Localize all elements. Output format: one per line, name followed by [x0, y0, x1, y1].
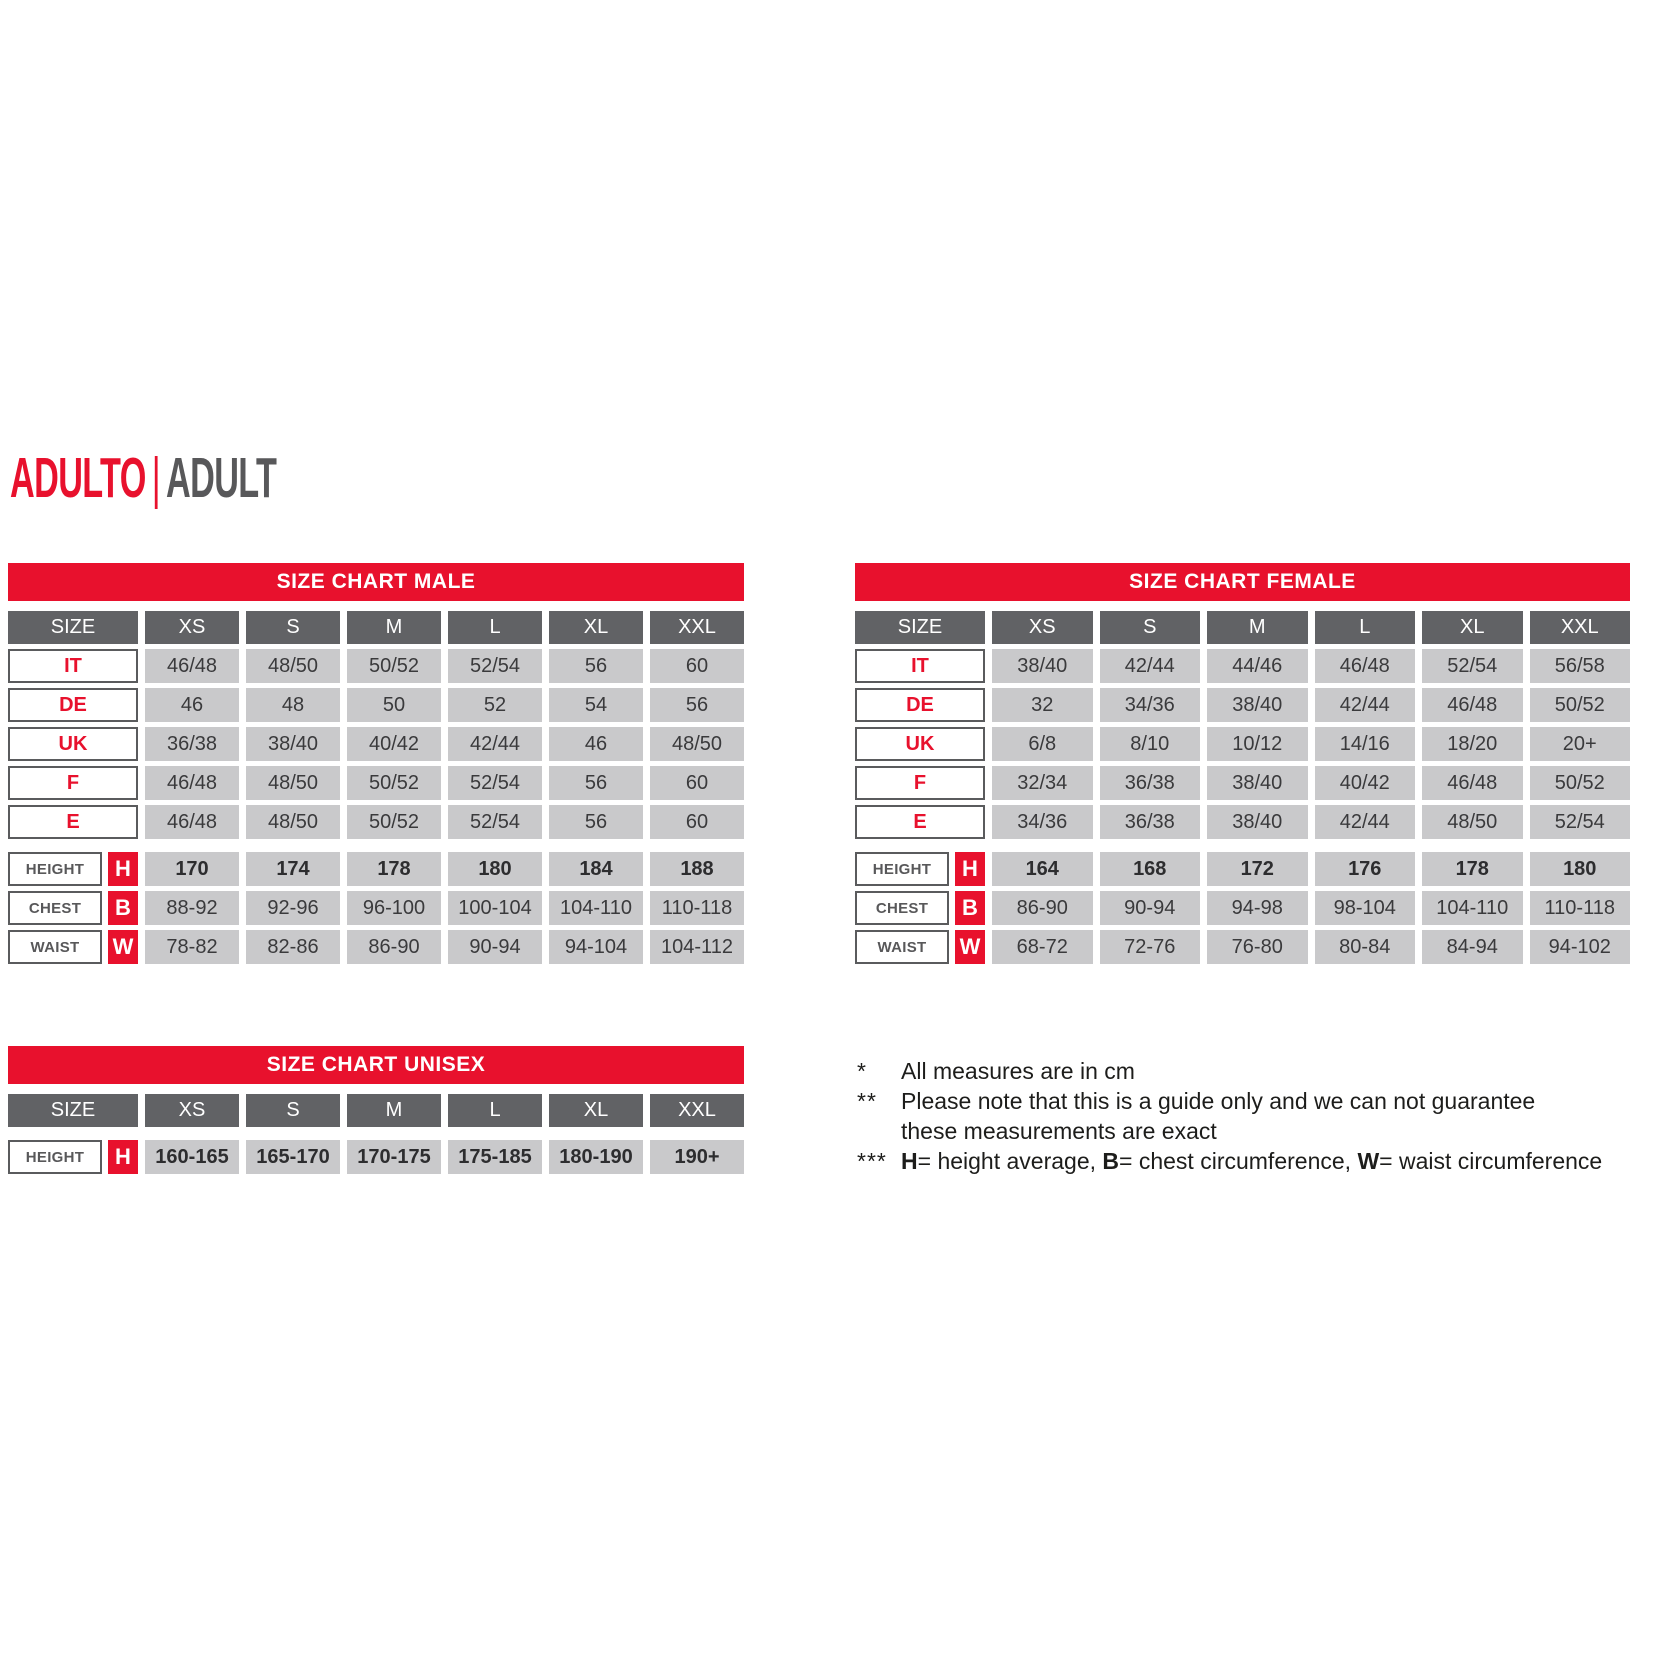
footnote-marker: ***	[857, 1148, 887, 1174]
size-value-cell: 46/48	[145, 805, 239, 839]
measure-value-cell: 180	[1530, 852, 1631, 886]
measure-value-cell: 184	[549, 852, 643, 886]
size-value-cell: 32/34	[992, 766, 1093, 800]
footnote-line: Please note that this is a guide only and we can not guarantee	[901, 1088, 1536, 1114]
size-value-cell: 18/20	[1422, 727, 1523, 761]
measure-value-cell: 94-104	[549, 930, 643, 964]
size-value-cell: 56	[549, 766, 643, 800]
measure-value-cell: 180-190	[549, 1140, 643, 1174]
size-value-cell: 40/42	[347, 727, 441, 761]
measure-value-cell: 78-82	[145, 930, 239, 964]
measure-value-cell: 104-110	[549, 891, 643, 925]
measure-value-cell: 164	[992, 852, 1093, 886]
legend-h: H	[901, 1148, 918, 1174]
size-value-cell: 48/50	[246, 805, 340, 839]
measure-value-cell: 90-94	[448, 930, 542, 964]
column-header-l: L	[448, 611, 542, 644]
size-value-cell: 56	[650, 688, 744, 722]
size-value-cell: 60	[650, 649, 744, 683]
column-header-size: SIZE	[8, 611, 138, 644]
size-value-cell: 46/48	[145, 766, 239, 800]
measure-value-cell: 175-185	[448, 1140, 542, 1174]
measure-value-cell: 80-84	[1315, 930, 1416, 964]
row-label-e: E	[8, 805, 138, 839]
size-value-cell: 10/12	[1207, 727, 1308, 761]
measure-value-cell: 90-94	[1100, 891, 1201, 925]
size-value-cell: 56	[549, 805, 643, 839]
size-value-cell: 52/54	[448, 766, 542, 800]
size-value-cell: 46/48	[1422, 688, 1523, 722]
size-chart-unisex-grid	[8, 1094, 744, 1174]
measure-row-label-chest	[855, 891, 985, 925]
footnote-marker: *	[857, 1058, 867, 1084]
measure-label: HEIGHT	[855, 852, 949, 886]
row-label-de: DE	[855, 688, 985, 722]
measure-value-cell: 160-165	[145, 1140, 239, 1174]
measure-value-cell: 88-92	[145, 891, 239, 925]
size-value-cell: 56/58	[1530, 649, 1631, 683]
size-value-cell: 48	[246, 688, 340, 722]
row-label-f: F	[855, 766, 985, 800]
size-value-cell: 40/42	[1315, 766, 1416, 800]
measure-value-cell: 180	[448, 852, 542, 886]
column-header-size: SIZE	[8, 1094, 138, 1127]
size-value-cell: 60	[650, 805, 744, 839]
size-value-cell: 36/38	[1100, 766, 1201, 800]
column-header-xs: XS	[145, 611, 239, 644]
measure-label: HEIGHT	[8, 1140, 102, 1174]
size-value-cell: 52/54	[448, 649, 542, 683]
size-value-cell: 46/48	[1315, 649, 1416, 683]
measure-row-label-height	[8, 1140, 138, 1174]
row-label-it: IT	[8, 649, 138, 683]
size-chart-female	[855, 563, 1630, 964]
legend-b-desc: = chest circumference,	[1119, 1148, 1358, 1174]
size-value-cell: 48/50	[1422, 805, 1523, 839]
footnote-guide-only	[857, 1086, 1654, 1146]
measure-label: WAIST	[855, 930, 949, 964]
measure-badge-w: W	[108, 930, 138, 964]
size-value-cell: 46	[549, 727, 643, 761]
column-header-m: M	[1207, 611, 1308, 644]
row-label-f: F	[8, 766, 138, 800]
page-title-primary: ADULTO	[10, 446, 146, 510]
measure-badge-b: B	[955, 891, 985, 925]
measure-value-cell: 76-80	[1207, 930, 1308, 964]
legend-b: B	[1102, 1148, 1120, 1174]
size-value-cell: 8/10	[1100, 727, 1201, 761]
measure-row-label-height	[855, 852, 985, 886]
row-label-uk: UK	[855, 727, 985, 761]
column-header-xxl: XXL	[650, 611, 744, 644]
footnote-legend	[857, 1146, 1654, 1176]
size-value-cell: 34/36	[1100, 688, 1201, 722]
column-header-s: S	[246, 1094, 340, 1127]
size-value-cell: 44/46	[1207, 649, 1308, 683]
column-header-s: S	[1100, 611, 1201, 644]
measure-badge-h: H	[108, 852, 138, 886]
size-chart-female-title: SIZE CHART FEMALE	[855, 563, 1630, 601]
size-value-cell: 42/44	[448, 727, 542, 761]
column-header-l: L	[1315, 611, 1416, 644]
size-value-cell: 38/40	[1207, 688, 1308, 722]
row-group-divider	[8, 1132, 744, 1135]
size-value-cell: 54	[549, 688, 643, 722]
footnote-marker: **	[857, 1088, 877, 1114]
size-value-cell: 42/44	[1315, 805, 1416, 839]
measure-value-cell: 165-170	[246, 1140, 340, 1174]
size-value-cell: 50	[347, 688, 441, 722]
size-value-cell: 50/52	[1530, 766, 1631, 800]
measure-label: CHEST	[855, 891, 949, 925]
measure-value-cell: 72-76	[1100, 930, 1201, 964]
measure-badge-h: H	[108, 1140, 138, 1174]
size-value-cell: 46	[145, 688, 239, 722]
size-chart-male-grid	[8, 611, 744, 964]
measure-value-cell: 104-110	[1422, 891, 1523, 925]
measure-label: CHEST	[8, 891, 102, 925]
size-chart-female-grid	[855, 611, 1630, 964]
row-label-uk: UK	[8, 727, 138, 761]
page-title-secondary: ADULT	[166, 446, 277, 510]
measure-value-cell: 110-118	[1530, 891, 1631, 925]
column-header-xs: XS	[145, 1094, 239, 1127]
footnote-line: these measurements are exact	[901, 1118, 1217, 1144]
size-value-cell: 56	[549, 649, 643, 683]
size-value-cell: 60	[650, 766, 744, 800]
measure-value-cell: 188	[650, 852, 744, 886]
size-value-cell: 36/38	[145, 727, 239, 761]
size-value-cell: 52/54	[448, 805, 542, 839]
measure-value-cell: 104-112	[650, 930, 744, 964]
legend-h-desc: = height average,	[917, 1148, 1103, 1174]
footnote-text: All measures are in cm	[901, 1058, 1135, 1084]
column-header-xl: XL	[549, 1094, 643, 1127]
size-value-cell: 38/40	[992, 649, 1093, 683]
column-header-s: S	[246, 611, 340, 644]
size-value-cell: 52/54	[1530, 805, 1631, 839]
column-header-l: L	[448, 1094, 542, 1127]
row-label-de: DE	[8, 688, 138, 722]
size-value-cell: 14/16	[1315, 727, 1416, 761]
size-value-cell: 20+	[1530, 727, 1631, 761]
row-group-divider	[8, 844, 744, 847]
legend-w: W	[1357, 1148, 1380, 1174]
size-value-cell: 6/8	[992, 727, 1093, 761]
size-value-cell: 48/50	[650, 727, 744, 761]
size-value-cell: 42/44	[1100, 649, 1201, 683]
measure-value-cell: 92-96	[246, 891, 340, 925]
page-title	[10, 445, 276, 511]
size-value-cell: 46/48	[145, 649, 239, 683]
size-chart-male-title: SIZE CHART MALE	[8, 563, 744, 601]
measure-value-cell: 168	[1100, 852, 1201, 886]
measure-value-cell: 170-175	[347, 1140, 441, 1174]
size-value-cell: 46/48	[1422, 766, 1523, 800]
measure-value-cell: 86-90	[347, 930, 441, 964]
measure-value-cell: 98-104	[1315, 891, 1416, 925]
measure-value-cell: 174	[246, 852, 340, 886]
row-label-it: IT	[855, 649, 985, 683]
size-value-cell: 50/52	[347, 649, 441, 683]
legend-w-desc: = waist circumference	[1379, 1148, 1603, 1174]
footnote-text	[901, 1086, 1654, 1146]
footnotes	[857, 1056, 1654, 1176]
measure-row-label-waist	[855, 930, 985, 964]
size-chart-unisex	[8, 1046, 744, 1174]
size-value-cell: 52	[448, 688, 542, 722]
column-header-xl: XL	[549, 611, 643, 644]
footnote-measures-in-cm	[857, 1056, 1654, 1086]
measure-value-cell: 94-98	[1207, 891, 1308, 925]
measure-badge-b: B	[108, 891, 138, 925]
size-value-cell: 50/52	[1530, 688, 1631, 722]
size-value-cell: 38/40	[1207, 805, 1308, 839]
measure-label: HEIGHT	[8, 852, 102, 886]
measure-value-cell: 110-118	[650, 891, 744, 925]
measure-value-cell: 178	[1422, 852, 1523, 886]
measure-value-cell: 100-104	[448, 891, 542, 925]
measure-value-cell: 94-102	[1530, 930, 1631, 964]
size-value-cell: 48/50	[246, 766, 340, 800]
column-header-m: M	[347, 1094, 441, 1127]
measure-value-cell: 172	[1207, 852, 1308, 886]
size-value-cell: 50/52	[347, 766, 441, 800]
measure-value-cell: 96-100	[347, 891, 441, 925]
measure-value-cell: 190+	[650, 1140, 744, 1174]
measure-value-cell: 176	[1315, 852, 1416, 886]
row-group-divider	[855, 844, 1630, 847]
size-value-cell: 38/40	[246, 727, 340, 761]
column-header-m: M	[347, 611, 441, 644]
column-header-xl: XL	[1422, 611, 1523, 644]
measure-value-cell: 82-86	[246, 930, 340, 964]
measure-badge-w: W	[955, 930, 985, 964]
measure-value-cell: 170	[145, 852, 239, 886]
column-header-xxl: XXL	[1530, 611, 1631, 644]
measure-value-cell: 68-72	[992, 930, 1093, 964]
footnote-text	[901, 1146, 1654, 1176]
size-value-cell: 48/50	[246, 649, 340, 683]
measure-label: WAIST	[8, 930, 102, 964]
measure-value-cell: 84-94	[1422, 930, 1523, 964]
row-label-e: E	[855, 805, 985, 839]
size-value-cell: 36/38	[1100, 805, 1201, 839]
measure-badge-h: H	[955, 852, 985, 886]
column-header-xs: XS	[992, 611, 1093, 644]
measure-row-label-chest	[8, 891, 138, 925]
measure-value-cell: 178	[347, 852, 441, 886]
column-header-size: SIZE	[855, 611, 985, 644]
page-title-separator: |	[151, 446, 161, 510]
size-value-cell: 50/52	[347, 805, 441, 839]
size-value-cell: 52/54	[1422, 649, 1523, 683]
size-chart-male	[8, 563, 744, 964]
size-value-cell: 38/40	[1207, 766, 1308, 800]
measure-row-label-waist	[8, 930, 138, 964]
size-value-cell: 34/36	[992, 805, 1093, 839]
measure-row-label-height	[8, 852, 138, 886]
measure-value-cell: 86-90	[992, 891, 1093, 925]
size-value-cell: 42/44	[1315, 688, 1416, 722]
size-chart-unisex-title: SIZE CHART UNISEX	[8, 1046, 744, 1084]
column-header-xxl: XXL	[650, 1094, 744, 1127]
size-value-cell: 32	[992, 688, 1093, 722]
